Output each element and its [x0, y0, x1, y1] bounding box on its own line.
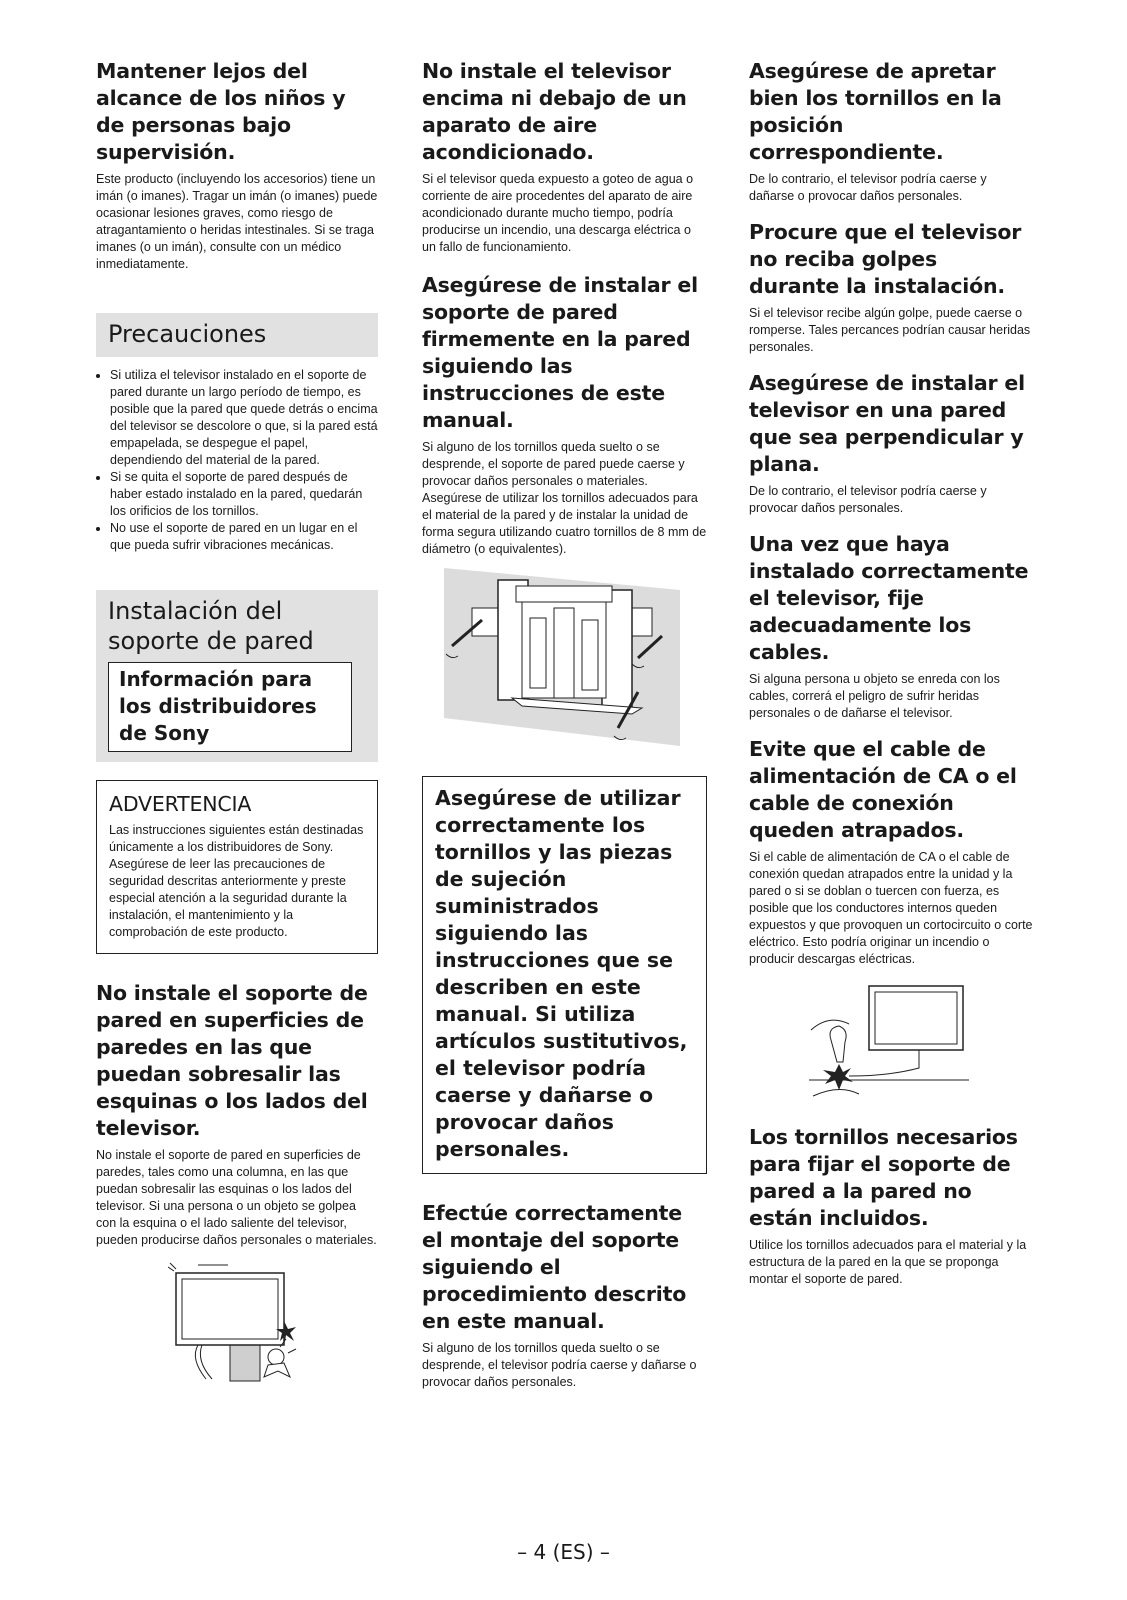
- distribuidores-box: [108, 662, 352, 752]
- section-body-fix-cables: Si alguna persona u objeto se enreda con los cables, correrá el peligro de sufrir heridas personales o de dañarse el televisor.: [749, 672, 1000, 720]
- section-body-mount-procedure: Si alguno de los tornillos queda suelto o se desprende, el televisor podría caerse y dañarse o provocar daños personales.: [422, 1341, 697, 1389]
- screws-notice-box: [422, 776, 707, 1174]
- instalacion-header: [96, 590, 378, 762]
- section-body-cable-trapped: Si el cable de alimentación de CA o el cable de conexión quedan atrapados entre la unidad y la pared o si se doblan o tuercen con fuerza, es posible que los conductores internos queden expuestos y que provoquen un cortocircuito o corte eléctrico. Esto podría originar un incendio o producir descargas eléctricas.: [749, 850, 1033, 966]
- section-title-flat-wall: Asegúrese de instalar el televisor en una pared que sea perpendicular y plana.: [749, 371, 1025, 476]
- list-item: • Si se quita el soporte de pared después de haber estado instalado en la pared, quedarán los orificios de los tornillos.: [110, 469, 378, 520]
- precauciones-title: Precauciones: [108, 320, 267, 348]
- column-1: [96, 58, 378, 1384]
- screws-notice-text: Asegúrese de utilizar correctamente los tornillos y las piezas de sujeción suministrados siguiendo las instrucciones que se describen en este manual. Si utiliza artículos sustitutivos, el televisor podría caerse y dañarse o provocar daños personales.: [435, 786, 688, 1161]
- page-number: – 4 (ES) –: [517, 1540, 610, 1564]
- section-title-install-firmly: Asegúrese de instalar el soporte de pared firmemente en la pared siguiendo las instrucciones de este manual.: [422, 273, 698, 432]
- list-item: • Si utiliza el televisor instalado en el soporte de pared durante un largo período de tiempo, es posible que la pared que quede detrás o encima del televisor se descolore o que, si la pared está empapelada, se despegue el papel, dependiendo del material de la pared.: [110, 367, 378, 469]
- section-body-column-corners: No instale el soporte de pared en superficies de paredes, tales como una columna, en las que puedan sobresalir las esquinas o los lados del televisor. Si una persona o un objeto se golpea con la esquina o el lado saliente del televisor, pueden producirse daños personales o materiales.: [96, 1148, 377, 1247]
- section-title-tighten-screws: Asegúrese de apretar bien los tornillos en la posición correspondiente.: [749, 59, 1002, 164]
- section-body-install-firmly: Si alguno de los tornillos queda suelto o se desprende, el soporte de pared puede caerse y provocar daños personales o materiales. Asegúrese de utilizar los tornillos adecuados para el material de la pared y de instalar la unidad de forma segura utilizando cuatro tornillos de 8 mm de diámetro (o equivalentes).: [422, 440, 707, 556]
- section-title-screws-not-included: Los tornillos necesarios para fijar el soporte de pared a la pared no están incluidos.: [749, 1125, 1018, 1230]
- column-3: [749, 58, 1034, 1288]
- section-title-mount-procedure: Efectúe correctamente el montaje del soporte siguiendo el procedimiento descrito en este manual.: [422, 1201, 687, 1333]
- cable-trapped-illustration: [809, 980, 969, 1110]
- list-item: • No use el soporte de pared en un lugar en el que pueda sufrir vibraciones mecánicas.: [110, 520, 378, 554]
- section-title-no-impacts: Procure que el televisor no reciba golpes durante la instalación.: [749, 220, 1022, 298]
- section-body-tighten-screws: De lo contrario, el televisor podría caerse y dañarse o provocar daños personales.: [749, 172, 987, 203]
- advertencia-box: [96, 780, 378, 954]
- section-title-cable-trapped: Evite que el cable de alimentación de CA o el cable de conexión queden atrapados.: [749, 737, 1017, 842]
- section-body-screws-not-included: Utilice los tornillos adecuados para el material y la estructura de la pared en la que se proponga montar el soporte de pared.: [749, 1238, 1027, 1286]
- section-title-air-conditioner: No instale el televisor encima ni debajo de un aparato de aire acondicionado.: [422, 59, 687, 164]
- section-body-air-conditioner: Si el televisor queda expuesto a goteo de agua o corriente de aire procedentes del aparato de aire acondicionado durante mucho tiempo, podría producirse un incendio, una descarga eléctrica o un fallo de funcionamiento.: [422, 172, 694, 254]
- precauciones-header: [96, 313, 378, 357]
- advertencia-body: Las instrucciones siguientes están destinadas únicamente a los distribuidores de Sony. Asegúrese de leer las precauciones de seguridad descritas anteriormente y preste especial atención a la seguridad durante la instalación, el mantenimiento y la comprobación de este producto.: [109, 823, 364, 939]
- section-body-no-impacts: Si el televisor recibe algún golpe, puede caerse o romperse. Tales percances podrían causar heridas personales.: [749, 306, 1031, 354]
- section-body-children: Este producto (incluyendo los accesorios) tiene un imán (o imanes). Tragar un imán (o imanes) puede ocasionar lesiones graves, como riesgo de atragantamiento o heridas intestinales. Si se traga imanes (o un imán), consulte con un médico inmediatamente.: [96, 172, 378, 271]
- precauciones-list: [96, 367, 378, 554]
- tv-corner-hazard-illustration: [168, 1259, 308, 1384]
- instalacion-title: Instalación del soporte de pared: [108, 597, 314, 655]
- section-title-fix-cables: Una vez que haya instalado correctamente el televisor, fije adecuadamente los cables.: [749, 532, 1029, 664]
- wall-bracket-screws-illustration: [442, 568, 682, 748]
- advertencia-title: ADVERTENCIA: [109, 792, 252, 816]
- distribuidores-title: Información para los distribuidores de Sony: [119, 667, 317, 745]
- section-title-column-corners: No instale el soporte de pared en superficies de paredes en las que puedan sobresalir las esquinas o los lados del televisor.: [96, 981, 368, 1140]
- column-2: [422, 58, 707, 1391]
- section-title-children: Mantener lejos del alcance de los niños y de personas bajo supervisión.: [96, 59, 346, 164]
- section-body-flat-wall: De lo contrario, el televisor podría caerse y provocar daños personales.: [749, 484, 987, 515]
